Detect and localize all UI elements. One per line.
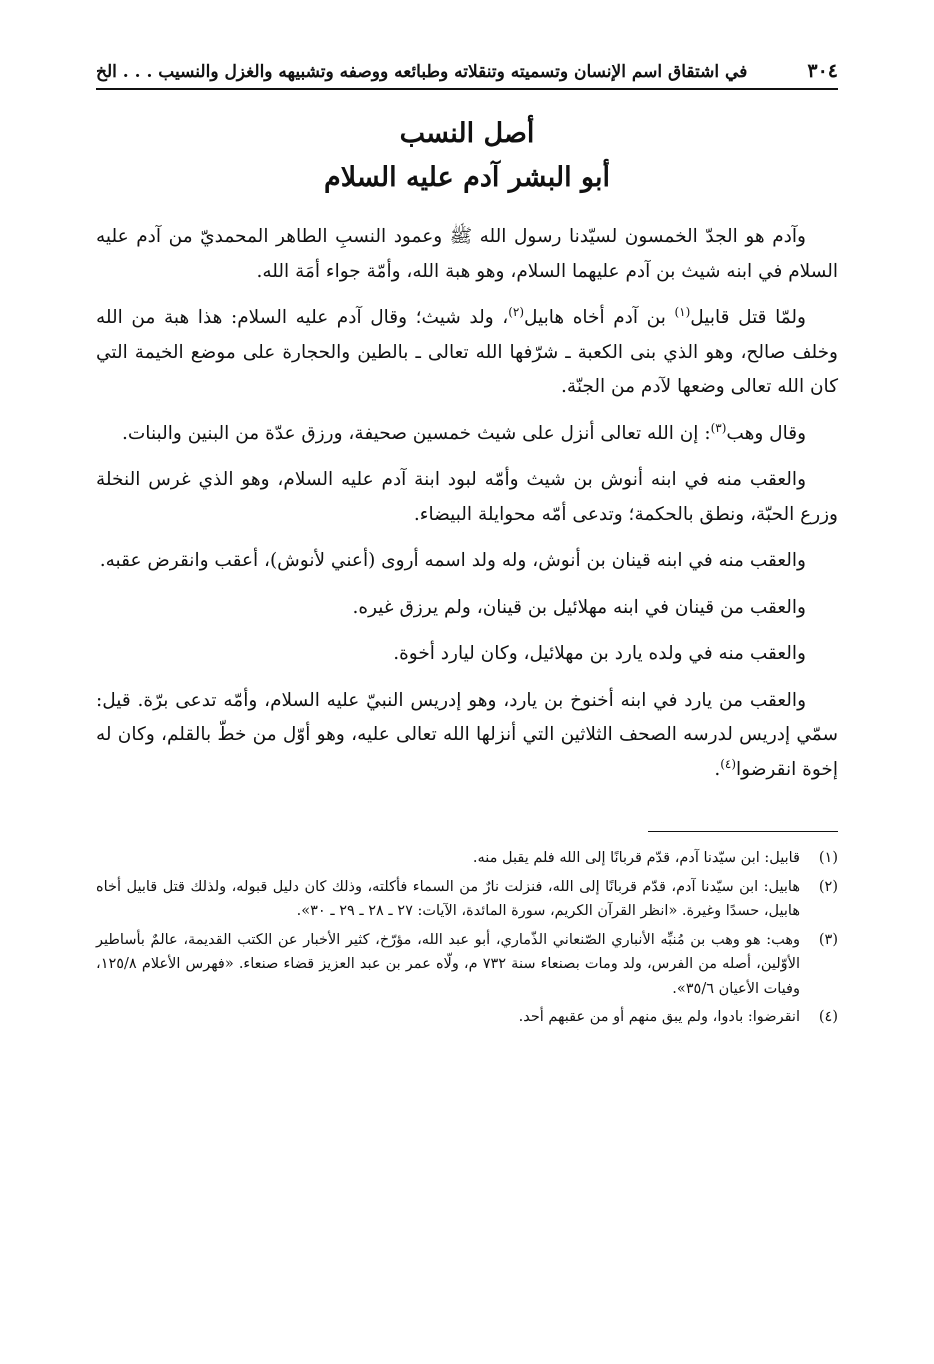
paragraph	[96, 544, 838, 579]
footnote-number: (١)	[818, 850, 838, 866]
paragraph-text: ، ولد شيث؛ وقال آدم عليه السلام: هذا هبة من الله وخلف صالح، وهو الذي بنى الكعبة ـ شرّفها الله تعالى ـ بالطين والحجارة على موضع الخيمة التي كان الله تعالى وضعها لآدم من الجنّة.	[96, 307, 838, 397]
document-page	[96, 60, 838, 1034]
paragraph-text: .	[714, 758, 721, 780]
footnote-separator	[648, 831, 838, 832]
footnote-ref[interactable]: (٤)	[720, 756, 737, 771]
footnote-number: (٤)	[818, 1009, 838, 1025]
footnote-number: (٢)	[818, 878, 838, 895]
paragraph	[96, 591, 838, 626]
body-text	[96, 220, 838, 787]
paragraph-text: ولمّا قتل قابيل	[690, 307, 806, 328]
footnote	[96, 846, 838, 871]
paragraph-text: والعقب منه في ولده يارد بن مهلائيل، وكان ليارد أخوة.	[393, 643, 806, 664]
footnote-text: وهب: هو وهب بن مُنبِّه الأنباري الصّنعاني الذّماري، أبو عبد الله، مؤرّخ، كثير الأخبار عن الكتب القديمة، عالمٌ بأساطير الأوّلين، أصله من الفرس، ولد ومات بصنعاء سنة ٧٣٢ م، ولّاه عمر بن عبد العزيز قضاء صنعاء. «فهرس الأعلام ١٢٥/٨، وفيات الأعيان ٣٥/٦».	[96, 931, 800, 997]
footnote-ref[interactable]: (٣)	[710, 420, 727, 435]
footnote	[96, 928, 838, 1002]
footnote-ref[interactable]: (٢)	[508, 304, 525, 319]
paragraph	[96, 684, 838, 788]
paragraph-text: والعقب منه في ابنه أنوش بن شيث وأمّه لبود ابنة آدم عليه السلام، وهو الذي غرس النخلة وزرع الحبّة، ونطق بالحكمة؛ وتدعى أمّه محوايلة البيضاء.	[96, 469, 838, 525]
running-header-title: في اشتقاق اسم الإنسان وتسميته وتنقلاته وطبائعه ووصفه وتشبيهه والغزل والنسيب . . . الخ	[96, 62, 748, 82]
footnote	[96, 875, 838, 924]
paragraph	[96, 417, 838, 452]
page-number: ٣٠٤	[807, 60, 838, 82]
footnote	[96, 1005, 838, 1030]
paragraph-text: والعقب من يارد في ابنه أخنوخ بن يارد، وهو إدريس النبيّ عليه السلام، وأمّه تدعى برّة. قيل: سمّي إدريس لدرسه الصحف الثلاثين التي أنزلها الله تعالى عليه، وهو أوّل من خطّ بالقلم، وكان له إخوة انقرضوا	[96, 689, 838, 780]
footnote-text: قابيل: ابن سيّدنا آدم، قدّم قربانًا إلى الله فلم يقبل منه.	[472, 850, 800, 866]
paragraph-text: : إن الله تعالى أنزل على شيث خمسين صحيفة، ورزق عدّة من البنين والبنات.	[122, 422, 711, 444]
paragraph	[96, 301, 838, 405]
paragraph-text: والعقب من قينان في ابنه مهلائيل بن قينان، ولم يرزق غيره.	[352, 596, 806, 618]
footnote-ref[interactable]: (١)	[674, 304, 691, 319]
chapter-subtitle: أبو البشر آدم عليه السلام	[324, 162, 610, 193]
paragraph	[96, 637, 838, 672]
paragraph-text: والعقب منه في ابنه قينان بن أنوش، وله ولد اسمه أروى (أعني لأنوش)، أعقب وانقرض عقبه.	[99, 550, 806, 571]
running-header	[96, 60, 838, 90]
footnote-number: (٣)	[818, 931, 838, 948]
chapter-title: أصل النسب	[399, 118, 535, 149]
paragraph	[96, 220, 838, 289]
footnotes	[96, 846, 838, 1030]
paragraph-text: وقال وهب	[726, 422, 806, 444]
paragraph	[96, 463, 838, 532]
paragraph-text: بن آدم أخاه هابيل	[524, 307, 675, 328]
footnote-text: انقرضوا: بادوا، ولم يبق منهم أو من عقبهم أحد.	[518, 1009, 800, 1025]
footnote-text: هابيل: ابن سيّدنا آدم، قدّم قربانًا إلى الله، فنزلت نارٌ من السماء فأكلته، وذلك كان دليل قبوله، ولذلك قتل قابيل أخاه هابيل، حسدًا وغيرة. «انظر القرآن الكريم، سورة المائدة، الآيات: ٢٧ ـ ٢٨ ـ ٢٩ ـ ٣٠».	[96, 878, 800, 919]
paragraph-text: وآدم هو الجدّ الخمسون لسيّدنا رسول الله ﷺ وعمود النسبِ الطاهر المحمديّ من آدم عليه السلام في ابنه شيث بن آدم عليهما السلام، وهو هبة الله، وأمّة جواء أمَة الله.	[96, 226, 838, 282]
